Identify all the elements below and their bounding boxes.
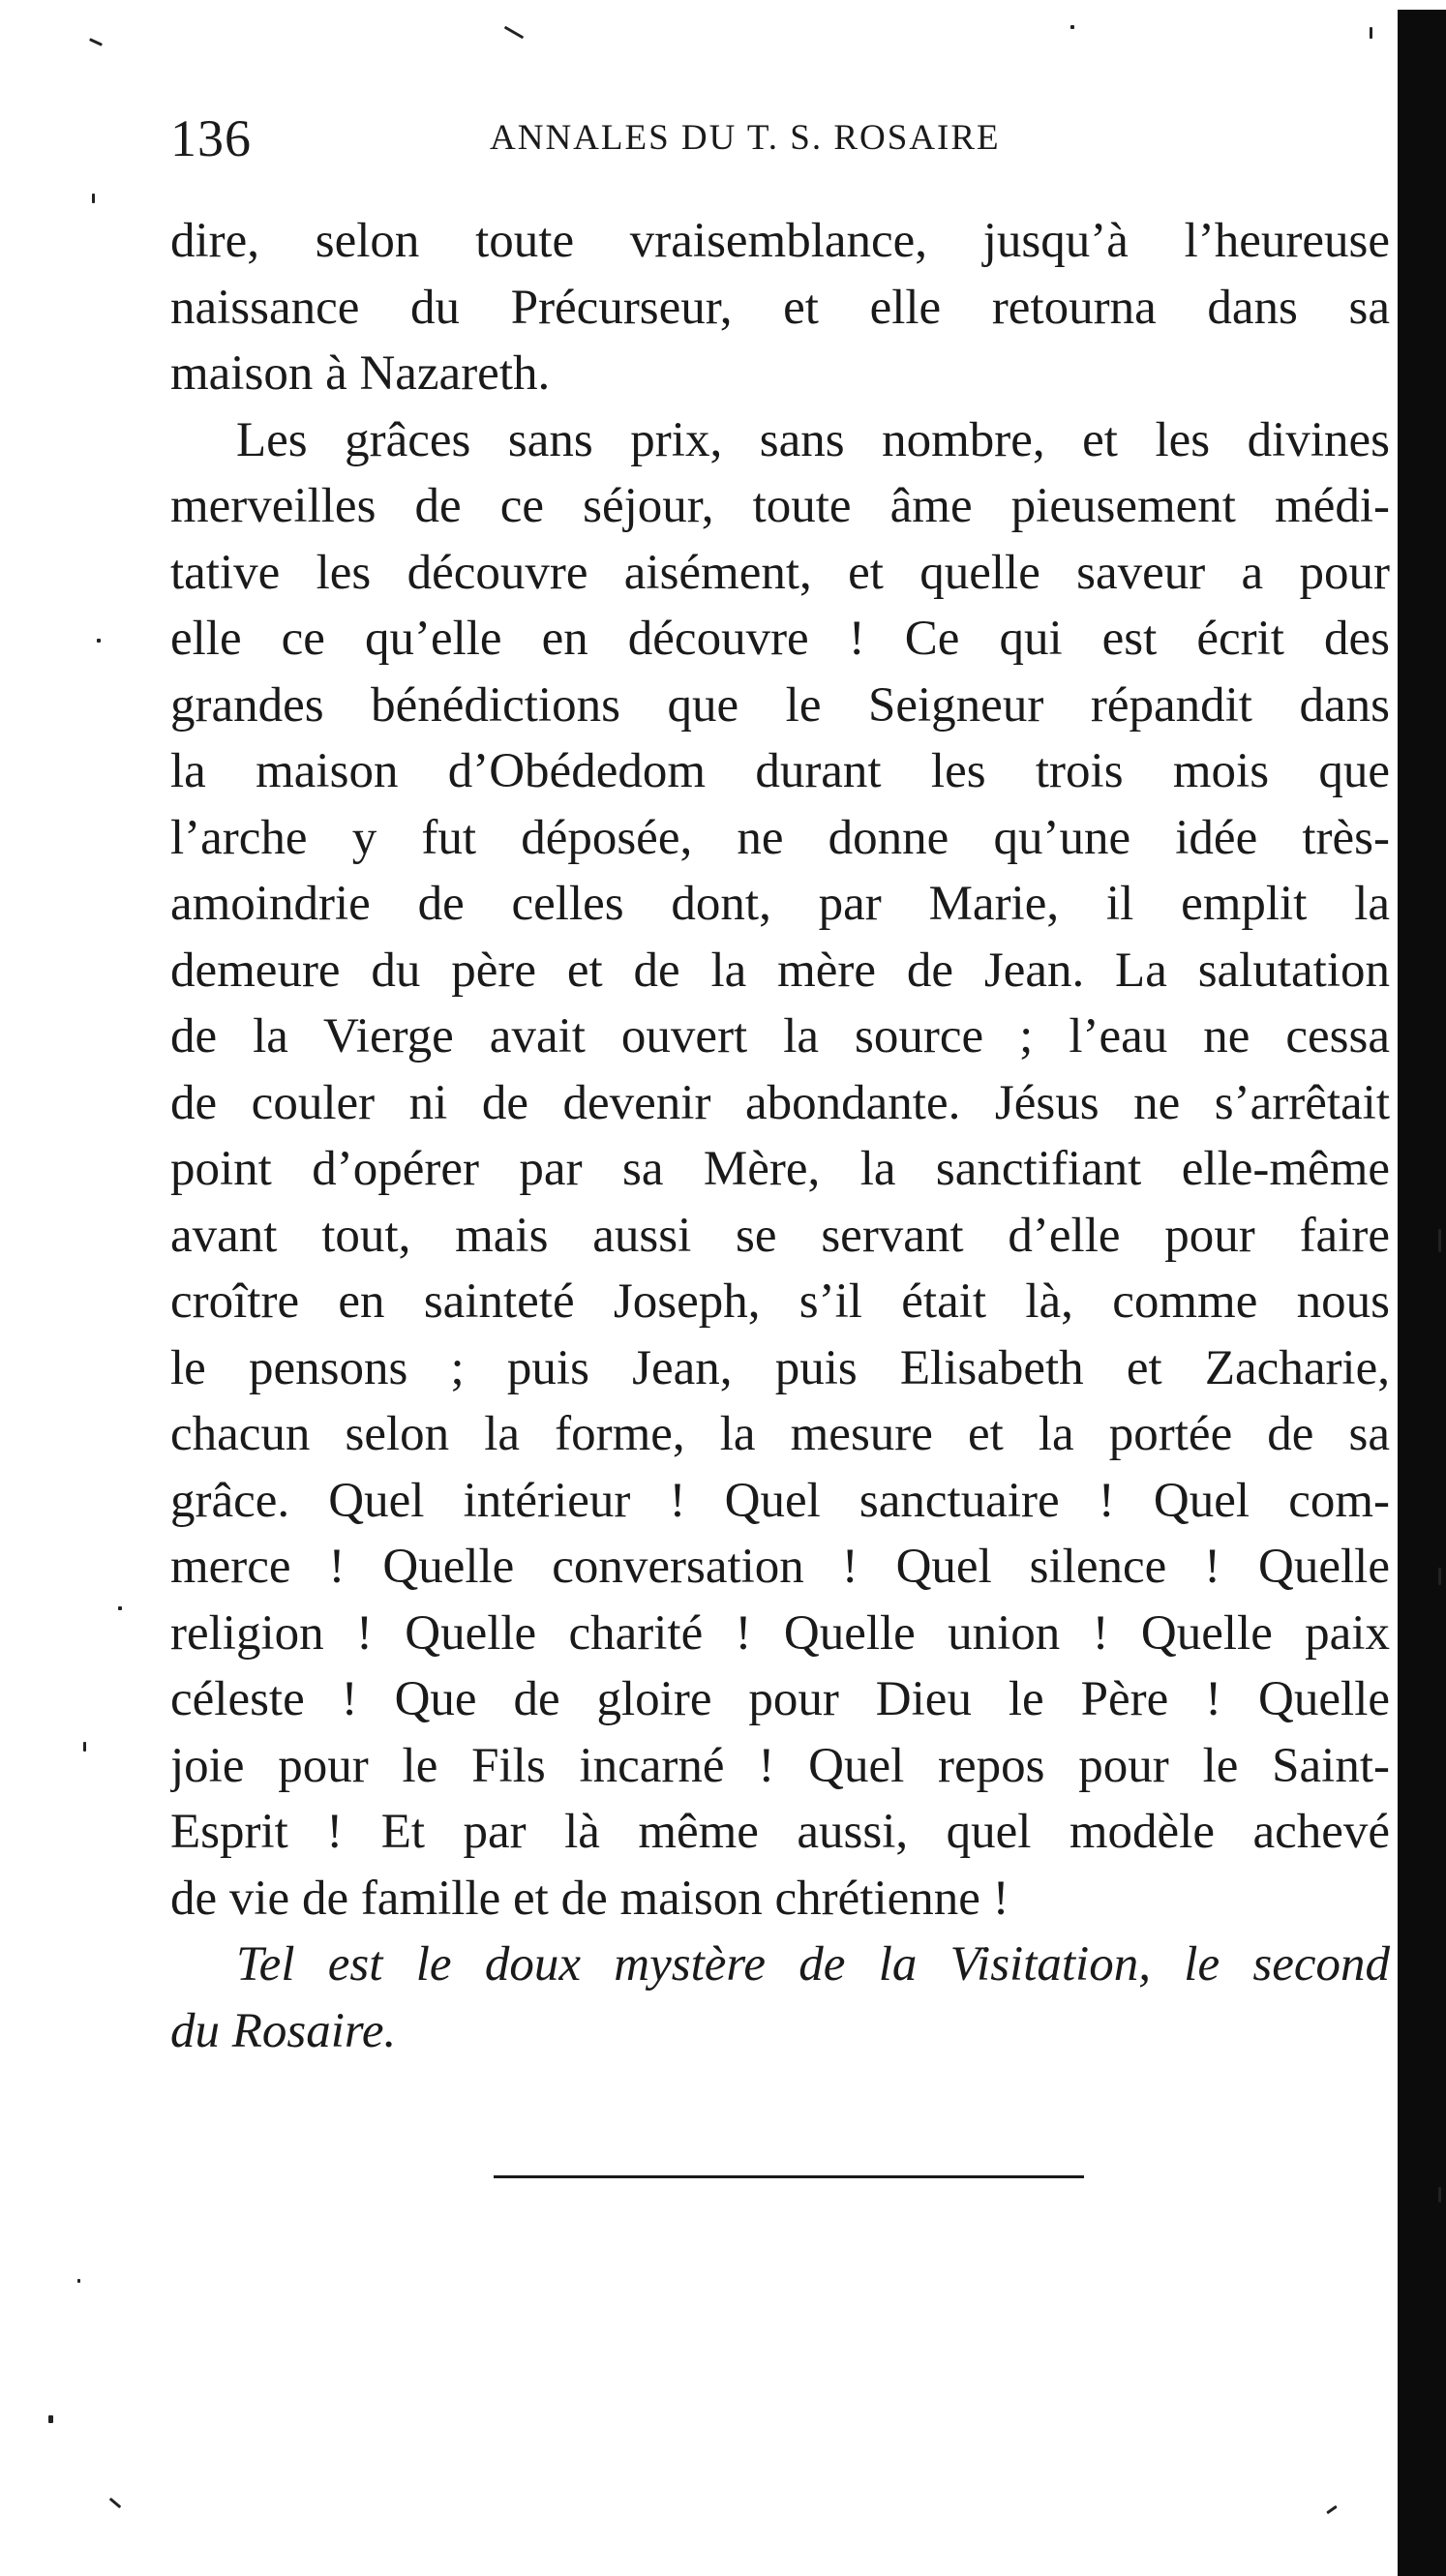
text-line: merce ! Quelle conversation ! Quel silence ! Quelle: [170, 1540, 1390, 1594]
text-line: Esprit ! Et par là même aussi, quel modèle achevé: [170, 1805, 1390, 1859]
text-line: de couler ni de devenir abondante. Jésus ne s’arrêtait: [170, 1075, 1390, 1130]
text-line: dire, selon toute vraisemblance, jusqu’à l’heureuse: [170, 214, 1390, 268]
scan-speck: [1438, 1568, 1441, 1585]
text-line: Les grâces sans prix, sans nombre, et les divines: [236, 412, 1390, 467]
scan-speck: [83, 1742, 86, 1752]
scan-speck: [1370, 27, 1372, 39]
closing-line: Tel est le doux mystère de la Visitation, le second: [236, 1937, 1390, 1992]
scan-speck: [1326, 2505, 1338, 2514]
section-divider: [494, 2175, 1084, 2178]
text-line: croître en sainteté Joseph, s’il était là, comme nous: [170, 1274, 1390, 1329]
page-number: 136: [170, 109, 252, 167]
text-line: maison à Nazareth.: [170, 346, 551, 401]
text-line: de la Vierge avait ouvert la source ; l’eau ne cessa: [170, 1009, 1390, 1063]
text-line: avant tout, mais aussi se servant d’elle pour faire: [170, 1208, 1390, 1263]
body-text: [170, 208, 1390, 2064]
text-line: demeure du père et de la mère de Jean. La salutation: [170, 943, 1390, 998]
text-line: l’arche y fut déposée, ne donne qu’une idée très-: [170, 810, 1390, 865]
scan-speck: [118, 1606, 122, 1610]
scan-speck: [97, 639, 101, 643]
scan-speck: [92, 194, 95, 203]
scan-speck: [1438, 1229, 1441, 1252]
scan-speck: [77, 2279, 80, 2283]
text-line: céleste ! Que de gloire pour Dieu le Père ! Quelle: [170, 1672, 1390, 1726]
running-title: ANNALES DU T. S. ROSAIRE: [490, 118, 1001, 158]
text-line: le pensons ; puis Jean, puis Elisabeth et Zacharie,: [170, 1340, 1390, 1395]
text-line: merveilles de ce séjour, toute âme pieusement médi-: [170, 479, 1390, 533]
scan-speck: [504, 26, 525, 40]
text-line: naissance du Précurseur, et elle retourna dans sa: [170, 280, 1390, 335]
text-line: de vie de famille et de maison chrétienne !: [170, 1871, 1009, 1926]
text-line: elle ce qu’elle en découvre ! Ce qui est écrit des: [170, 612, 1390, 666]
page-header: [170, 105, 1390, 172]
text-line: point d’opérer par sa Mère, la sanctifiant elle-même: [170, 1142, 1390, 1196]
scan-speck: [109, 2498, 122, 2508]
scan-speck: [1438, 2187, 1441, 2202]
scan-speck: [89, 38, 103, 46]
text-line: joie pour le Fils incarné ! Quel repos pour le Saint-: [170, 1738, 1390, 1793]
text-line: la maison d’Obédedom durant les trois mois que: [170, 744, 1390, 798]
closing-line: du Rosaire.: [170, 2003, 397, 2058]
scan-speck: [1070, 25, 1074, 29]
text-line: tative les découvre aisément, et quelle saveur a pour: [170, 545, 1390, 600]
text-line: religion ! Quelle charité ! Quelle union ! Quelle paix: [170, 1605, 1390, 1661]
text-line: chacun selon la forme, la mesure et la portée de sa: [170, 1407, 1390, 1461]
text-line: grandes bénédictions que le Seigneur répandit dans: [170, 677, 1390, 733]
text-line: grâce. Quel intérieur ! Quel sanctuaire ! Quel com-: [170, 1473, 1390, 1528]
text-line: amoindrie de celles dont, par Marie, il emplit la: [170, 877, 1390, 931]
scan-speck: [48, 2415, 53, 2423]
